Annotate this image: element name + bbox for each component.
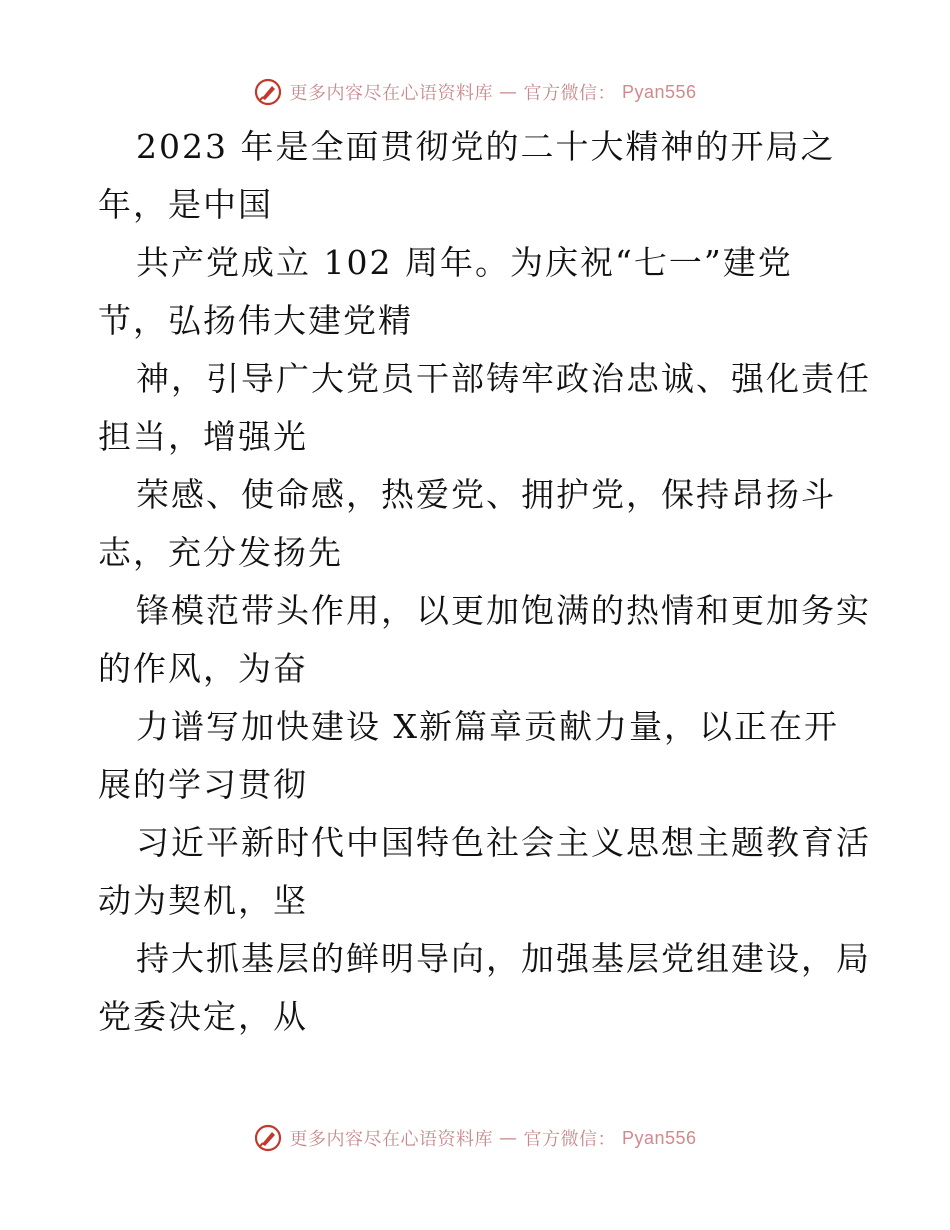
body-line: 锋模范带头作用，以更加饱满的热情和更加务实 [136,591,871,630]
body-line: 担当，增强光 [98,417,308,456]
body-line: 志，充分发扬先 [98,533,343,572]
watermark-text: 更多内容尽在心语资料库 [289,83,493,104]
watermark-wechat-id: Pyan556 [621,1127,697,1148]
body-line: 党委决定，从 [98,997,308,1036]
body-line: 习近平新时代中国特色社会主义思想主题教育活 [136,823,871,862]
body-line: 荣感、使命感，热爱党、拥护党，保持昂扬斗 [136,475,836,514]
body-line: 的作风，为奋 [98,649,308,688]
body-line: 年，是中国 [98,185,273,224]
body-line: 2023 年是全面贯彻党的二十大精神的开局之 [136,127,836,166]
watermark-text: 更多内容尽在心语资料库 [289,1129,493,1150]
watermark-separator: — [498,81,518,103]
watermark-wechat-id: Pyan556 [621,81,697,102]
body-line: 持大抓基层的鲜明导向，加强基层党组建设，局 [136,939,871,978]
watermark-separator: — [498,1127,518,1149]
pen-nib-logo-icon [253,1123,283,1153]
watermark-wechat-label: 官方微信： [523,83,616,104]
body-line: 动为契机，坚 [98,881,308,920]
body-line: 展的学习贯彻 [98,765,308,804]
body-line: 节，弘扬伟大建党精 [98,301,413,340]
document-body [98,118,871,1046]
watermark-wechat-label: 官方微信： [523,1129,616,1150]
body-line: 力谱写加快建设 X新篇章贡献力量，以正在开 [136,707,839,746]
body-line: 神，引导广大党员干部铸牢政治忠诚、强化责任 [136,359,871,398]
header-watermark [0,72,950,112]
footer-watermark [0,1118,950,1158]
body-line: 共产党成立 102 周年。为庆祝“七一”建党 [136,243,793,282]
pen-nib-logo-icon [253,77,283,107]
